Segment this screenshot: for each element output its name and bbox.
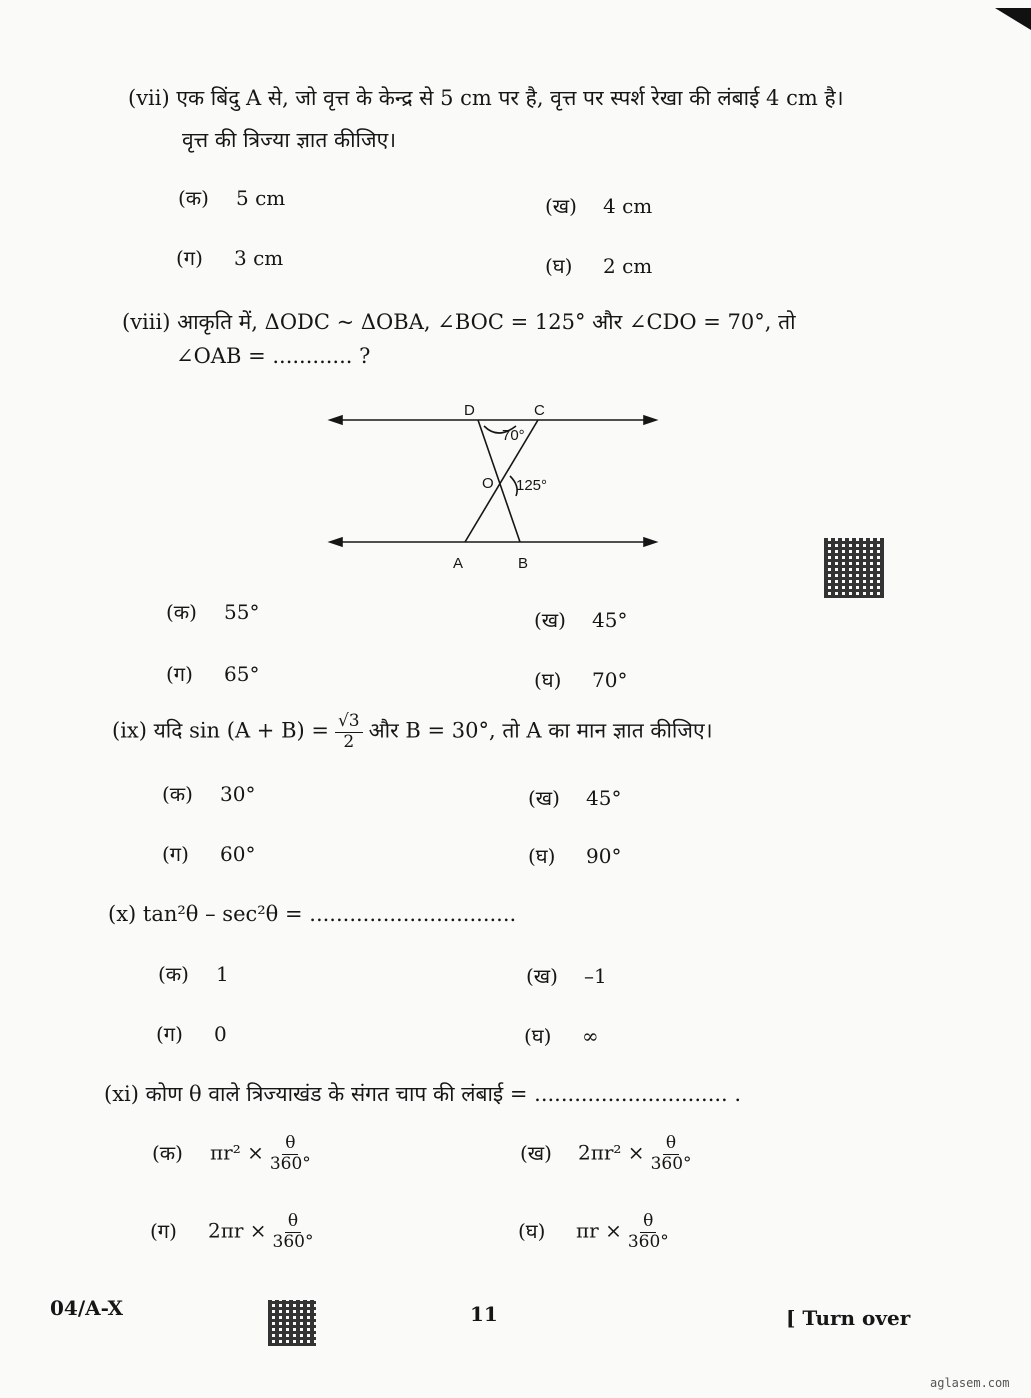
q8-option-kha: (ख) 45° bbox=[534, 608, 628, 632]
angle-125: 125° bbox=[516, 477, 548, 494]
q7-option-gha: (घ) 2 cm bbox=[545, 254, 653, 278]
q8-option-ga: (ग) 65° bbox=[166, 662, 260, 686]
angle-70: 70° bbox=[502, 427, 525, 444]
q10-option-ka: (क) 1 bbox=[158, 962, 229, 986]
q11-option-gha: (घ) πr × $\frac{\theta}{360^\circ}$ bbox=[518, 1211, 669, 1252]
qr-code-footer bbox=[268, 1300, 316, 1346]
q8-option-gha: (घ) 70° bbox=[534, 668, 628, 692]
q9-fraction: $\frac{√3}{2}$ bbox=[335, 712, 363, 752]
q11-question: (xi) कोण θ वाले त्रिज्याखंड के संगत चाप की लंबाई = ............................. . bbox=[104, 1082, 742, 1106]
turn-over: [ Turn over bbox=[786, 1306, 911, 1330]
arrow-left-top bbox=[330, 416, 342, 424]
q9-question: (ix) यदि sin (A + B) = $\frac{√3}{2}$ और B = 30°, तो A का मान ज्ञात कीजिए। bbox=[112, 711, 713, 752]
q8-figure bbox=[320, 396, 670, 581]
q11-option-ga: (ग) 2πr × $\frac{\theta}{360^\circ}$ bbox=[150, 1211, 314, 1252]
q10-option-kha: (ख) –1 bbox=[526, 964, 607, 988]
q10-option-gha: (घ) ∞ bbox=[524, 1024, 599, 1048]
q7-line2: वृत्त की त्रिज्या ज्ञात कीजिए। bbox=[182, 128, 397, 152]
arrow-right-top bbox=[644, 416, 656, 424]
label-O: O bbox=[482, 475, 494, 492]
q7-option-ka: (क) 5 cm bbox=[178, 186, 286, 210]
arrow-right-bottom bbox=[644, 538, 656, 546]
label-A: A bbox=[453, 555, 464, 572]
q7-option-ga: (ग) 3 cm bbox=[176, 246, 284, 270]
label-D: D bbox=[464, 402, 475, 419]
q11-option-kha: (ख) 2πr² × $\frac{\theta}{360^\circ}$ bbox=[520, 1133, 692, 1174]
q8-line1: (viii) आकृति में, ΔODC ~ ΔOBA, ∠BOC = 125° और ∠CDO = 70°, तो bbox=[122, 310, 796, 334]
corner-mark bbox=[995, 8, 1031, 30]
q7-line1: (vii) एक बिंदु A से, जो वृत्त के केन्द्र से 5 cm पर है, वृत्त पर स्पर्श रेखा की लंबाई 4 cm है। bbox=[128, 86, 844, 110]
q8-option-ka: (क) 55° bbox=[166, 600, 260, 624]
paper-code: 04/A-X bbox=[50, 1296, 124, 1320]
page-number: 11 bbox=[470, 1302, 498, 1326]
q10-question: (x) tan²θ – sec²θ = ............................... bbox=[108, 902, 517, 926]
watermark: aglasem.com bbox=[930, 1376, 1010, 1390]
qr-code-side bbox=[824, 538, 884, 598]
q9-option-ka: (क) 30° bbox=[162, 782, 256, 806]
q9-option-kha: (ख) 45° bbox=[528, 786, 622, 810]
label-B: B bbox=[518, 555, 529, 572]
label-C: C bbox=[534, 402, 545, 419]
q8-line2: ∠OAB = ............ ? bbox=[176, 344, 371, 368]
q10-option-ga: (ग) 0 bbox=[156, 1022, 227, 1046]
q9-option-ga: (ग) 60° bbox=[162, 842, 256, 866]
q9-option-gha: (घ) 90° bbox=[528, 844, 622, 868]
q7-option-kha: (ख) 4 cm bbox=[545, 194, 653, 218]
q11-option-ka: (क) πr² × $\frac{\theta}{360^\circ}$ bbox=[152, 1133, 311, 1174]
arrow-left-bottom bbox=[330, 538, 342, 546]
